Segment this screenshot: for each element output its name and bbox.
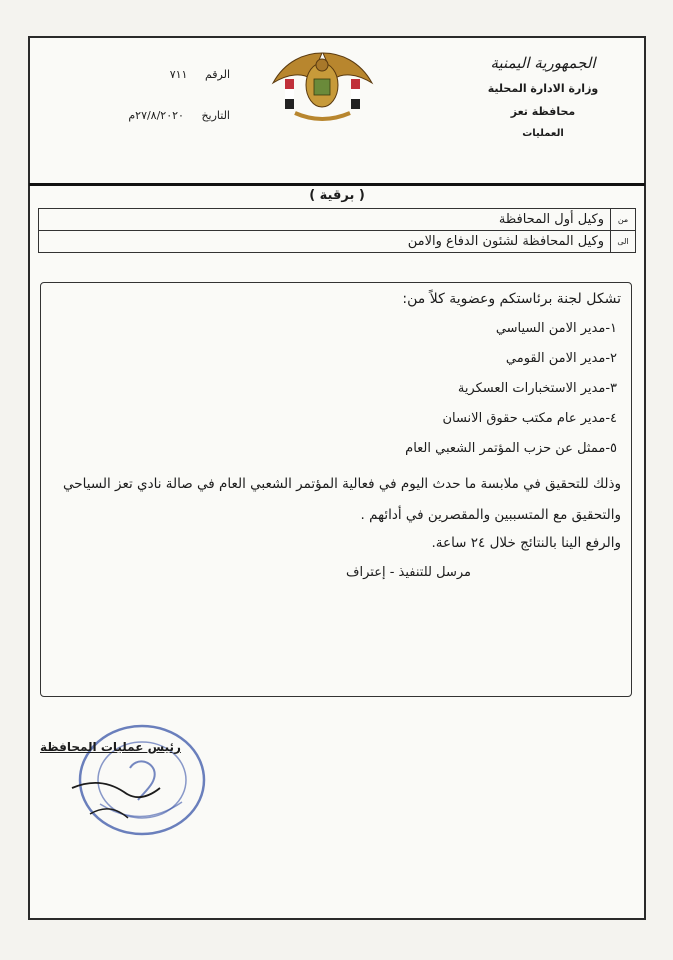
list-item: ٣-مدير الاستخبارات العسكرية <box>457 381 617 396</box>
telegram-title: ( برقية ) <box>309 188 365 203</box>
reference-date <box>90 109 230 122</box>
from-value: وكيل أول المحافظة <box>498 212 604 227</box>
date-label: التاريخ <box>201 109 230 122</box>
list-item: ٥-ممثل عن حزب المؤتمر الشعبي العام <box>405 441 617 456</box>
reference-number <box>90 68 230 81</box>
body-intro: تشكل لجنة برئاستكم وعضوية كلاً من: <box>402 291 621 307</box>
number-label: الرقم <box>204 68 230 81</box>
from-row <box>39 209 635 230</box>
from-label: من <box>610 209 635 230</box>
department-name: العمليات <box>522 128 564 139</box>
to-value: وكيل المحافظة لشئون الدفاع والامن <box>407 234 604 249</box>
ministry-name: وزارة الادارة المحلية <box>487 82 599 95</box>
list-item: ١-مدير الامن السياسي <box>495 321 617 336</box>
yemen-eagle-emblem-icon <box>265 43 380 128</box>
to-row <box>39 230 635 252</box>
official-stamp-icon <box>70 718 210 838</box>
to-label: الى <box>610 231 635 252</box>
list-item: ٢-مدير الامن القومي <box>505 351 617 366</box>
send-note: مرسل للتنفيذ - إعتراف <box>346 565 471 580</box>
address-table <box>38 208 636 253</box>
committee-members-list <box>51 321 621 456</box>
letter-body <box>40 282 632 697</box>
letterhead-right <box>468 54 618 139</box>
date-value: ٢٧/٨/٢٠٢٠م <box>128 109 184 122</box>
reference-block <box>90 68 230 150</box>
republic-title: الجمهورية اليمنية <box>490 54 596 72</box>
list-item: ٤-مدير عام مكتب حقوق الانسان <box>442 411 617 426</box>
header-divider <box>29 183 645 186</box>
number-value: ٧١١ <box>169 68 188 81</box>
governorate-name: محافظة تعز <box>510 105 576 118</box>
signature-title: رئيس عمليات المحافظة <box>40 740 181 754</box>
body-paragraph: وذلك للتحقيق في ملابسة ما حدث اليوم في فعالية المؤتمر الشعبي العام في صالة نادي تعز السياحي والتحقيق مع المتسببين والمقصرين في أدائهم . <box>63 476 621 523</box>
body-deadline: والرفع الينا بالنتائج خلال ٢٤ ساعة. <box>431 535 621 551</box>
